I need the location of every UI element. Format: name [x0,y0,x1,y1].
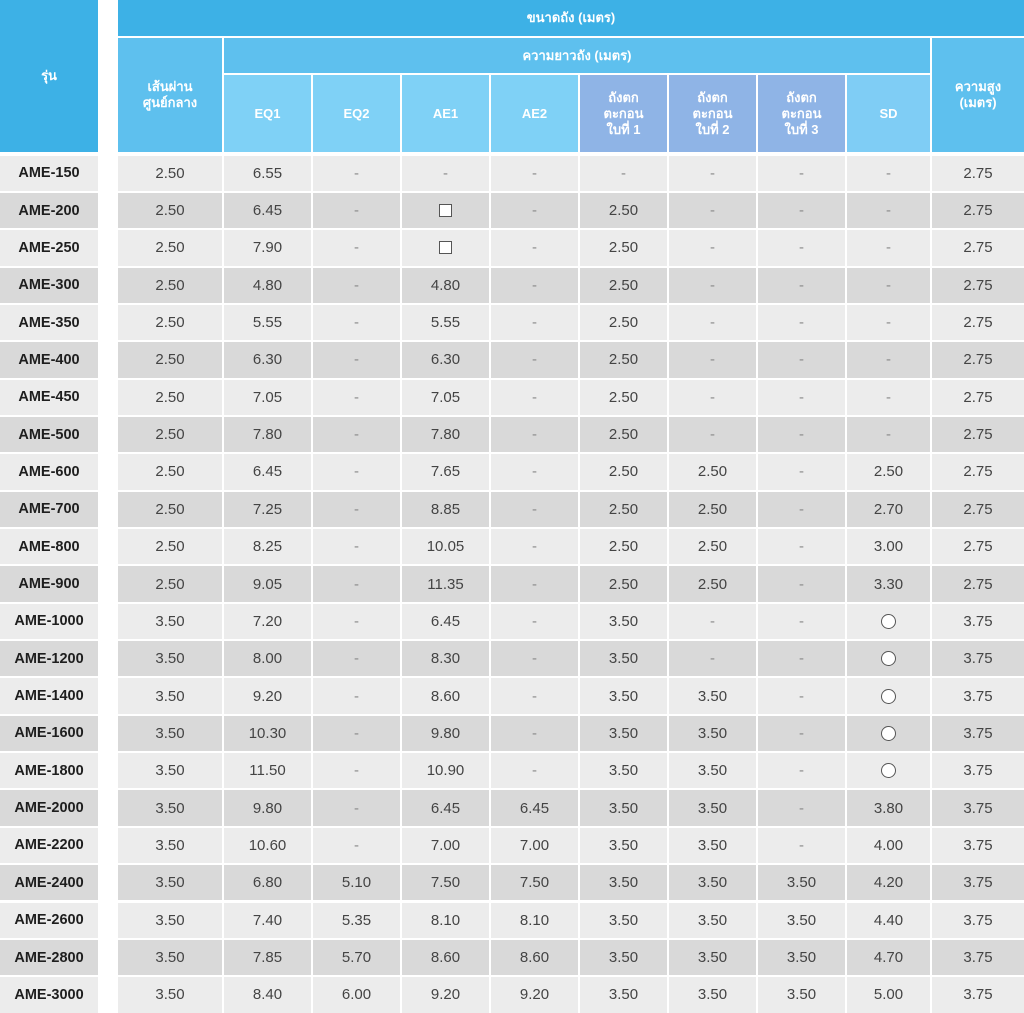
value-cell: - [491,156,578,191]
value-cell [847,753,930,788]
value-cell: - [491,566,578,601]
value-cell: 7.50 [491,865,578,900]
circle-symbol-icon [881,614,896,629]
value-cell: 2.50 [118,380,222,415]
value-cell: 3.50 [669,977,756,1012]
value-cell: - [669,641,756,676]
value-cell: 4.40 [847,903,930,938]
header-diameter: เส้นผ่านศูนย์กลาง [118,38,222,152]
header-ae2: AE2 [491,75,578,152]
value-cell: - [847,380,930,415]
square-symbol-icon [439,204,452,217]
value-cell: 3.50 [118,790,222,825]
value-cell: - [313,417,400,452]
value-cell: 7.05 [224,380,311,415]
model-cell: AME-1000 [0,604,98,639]
value-cell: - [313,678,400,713]
model-cell: AME-2200 [0,828,98,863]
value-cell [847,678,930,713]
model-cell: AME-1600 [0,716,98,751]
value-cell: - [669,417,756,452]
value-cell: - [758,753,845,788]
header-eq1: EQ1 [224,75,311,152]
value-cell: - [758,604,845,639]
value-cell: 3.50 [118,753,222,788]
model-cell: AME-900 [0,566,98,601]
value-cell: 8.40 [224,977,311,1012]
value-cell: 2.75 [932,156,1024,191]
value-cell: 3.50 [758,977,845,1012]
value-cell: 2.50 [669,454,756,489]
model-cell: AME-400 [0,342,98,377]
value-cell: - [758,156,845,191]
value-cell: 4.70 [847,940,930,975]
value-cell: - [313,230,400,265]
value-cell: - [758,828,845,863]
value-cell: 5.70 [313,940,400,975]
value-cell [847,604,930,639]
model-cell: AME-1200 [0,641,98,676]
header-ae1: AE1 [402,75,489,152]
value-cell: 2.50 [847,454,930,489]
value-cell: - [580,156,667,191]
model-cell: AME-250 [0,230,98,265]
value-cell: - [491,305,578,340]
model-cell: AME-2000 [0,790,98,825]
header-settling-3: ถังตกตะกอนใบที่ 3 [758,75,845,152]
value-cell: 2.75 [932,566,1024,601]
circle-symbol-icon [881,651,896,666]
value-cell: 6.45 [402,604,489,639]
value-cell: 4.00 [847,828,930,863]
value-cell: - [491,380,578,415]
model-cell: AME-700 [0,492,98,527]
value-cell: - [313,492,400,527]
value-cell: 3.75 [932,828,1024,863]
value-cell: - [491,753,578,788]
value-cell: 2.50 [580,529,667,564]
value-cell: 2.50 [580,268,667,303]
value-cell: 2.50 [118,156,222,191]
value-cell: 3.50 [580,678,667,713]
value-cell: 11.35 [402,566,489,601]
value-cell: - [313,753,400,788]
value-cell: 2.50 [118,305,222,340]
value-cell: - [491,641,578,676]
value-cell: - [313,529,400,564]
value-cell: 6.55 [224,156,311,191]
value-cell: 11.50 [224,753,311,788]
header-tank-length: ความยาวถัง (เมตร) [224,38,930,73]
value-cell: 7.50 [402,865,489,900]
value-cell: 3.50 [758,940,845,975]
header-height: ความสูง (เมตร) [932,38,1024,152]
value-cell: 7.20 [224,604,311,639]
value-cell: 3.00 [847,529,930,564]
value-cell: - [313,156,400,191]
square-symbol-icon [439,241,452,254]
model-cell: AME-600 [0,454,98,489]
value-cell: - [491,230,578,265]
value-cell: - [758,492,845,527]
value-cell: 3.50 [669,903,756,938]
header-model: รุ่น [0,0,98,152]
value-cell: - [313,641,400,676]
value-cell: 7.80 [224,417,311,452]
value-cell: 2.50 [118,417,222,452]
value-cell: - [491,604,578,639]
value-cell: - [313,305,400,340]
value-cell: 6.45 [224,193,311,228]
value-cell: - [847,230,930,265]
value-cell: 3.75 [932,790,1024,825]
value-cell: 3.50 [580,641,667,676]
value-cell: 3.50 [580,828,667,863]
value-cell: 9.80 [402,716,489,751]
value-cell: 2.50 [118,529,222,564]
value-cell: 3.50 [669,865,756,900]
value-cell: - [313,604,400,639]
header-tank-size: ขนาดถัง (เมตร) [118,0,1024,36]
value-cell: - [847,268,930,303]
value-cell: 3.50 [118,604,222,639]
value-cell: 6.45 [224,454,311,489]
value-cell: - [313,380,400,415]
value-cell: - [313,566,400,601]
value-cell: 7.85 [224,940,311,975]
value-cell: - [847,305,930,340]
value-cell: 3.50 [580,865,667,900]
value-cell [402,230,489,265]
value-cell: 8.60 [491,940,578,975]
value-cell: 3.50 [758,903,845,938]
value-cell: 10.90 [402,753,489,788]
value-cell: - [491,193,578,228]
value-cell: 7.65 [402,454,489,489]
value-cell: - [313,268,400,303]
value-cell: 2.50 [580,417,667,452]
value-cell: 8.60 [402,678,489,713]
value-cell: 3.50 [669,828,756,863]
value-cell: - [758,193,845,228]
value-cell: 3.50 [118,865,222,900]
header-settling-2: ถังตกตะกอนใบที่ 2 [669,75,756,152]
value-cell: - [491,716,578,751]
value-cell: - [758,230,845,265]
model-cell: AME-800 [0,529,98,564]
value-cell: 6.45 [402,790,489,825]
model-cell: AME-500 [0,417,98,452]
value-cell: 2.50 [118,342,222,377]
model-cell: AME-350 [0,305,98,340]
value-cell: 5.55 [402,305,489,340]
value-cell: 3.50 [669,716,756,751]
value-cell: 2.50 [580,566,667,601]
value-cell: 8.10 [491,903,578,938]
value-cell: 2.75 [932,417,1024,452]
value-cell: 3.75 [932,716,1024,751]
value-cell: 3.30 [847,566,930,601]
value-cell: 3.75 [932,604,1024,639]
value-cell [402,193,489,228]
model-cell: AME-450 [0,380,98,415]
value-cell: - [758,268,845,303]
value-cell: - [847,193,930,228]
value-cell: 8.25 [224,529,311,564]
value-cell: 6.30 [224,342,311,377]
value-cell: - [669,342,756,377]
value-cell: 9.80 [224,790,311,825]
value-cell: - [758,305,845,340]
value-cell: 3.50 [580,604,667,639]
value-cell: 3.50 [669,790,756,825]
value-cell: 3.50 [669,940,756,975]
value-cell: 2.75 [932,492,1024,527]
value-cell: 3.50 [118,977,222,1012]
value-cell: 3.50 [118,828,222,863]
value-cell: 7.05 [402,380,489,415]
header-eq2: EQ2 [313,75,400,152]
value-cell: - [669,604,756,639]
value-cell: 8.30 [402,641,489,676]
value-cell: 5.00 [847,977,930,1012]
value-cell: 3.50 [118,641,222,676]
value-cell: 3.50 [580,903,667,938]
value-cell: - [491,268,578,303]
value-cell: - [313,790,400,825]
value-cell: - [669,156,756,191]
value-cell: - [313,342,400,377]
model-cell: AME-1800 [0,753,98,788]
value-cell: 10.05 [402,529,489,564]
value-cell: 2.50 [580,342,667,377]
value-cell: 9.20 [402,977,489,1012]
value-cell: 3.50 [758,865,845,900]
value-cell: 2.75 [932,454,1024,489]
value-cell: 3.75 [932,753,1024,788]
value-cell: 6.30 [402,342,489,377]
value-cell: 3.75 [932,940,1024,975]
value-cell: - [847,417,930,452]
model-cell: AME-150 [0,156,98,191]
value-cell: - [491,529,578,564]
value-cell: - [758,529,845,564]
value-cell: 4.80 [224,268,311,303]
value-cell: 6.00 [313,977,400,1012]
circle-symbol-icon [881,689,896,704]
value-cell: - [758,790,845,825]
value-cell: - [669,230,756,265]
value-cell: 2.50 [118,268,222,303]
value-cell: 3.50 [118,940,222,975]
value-cell: 3.75 [932,865,1024,900]
value-cell: 2.50 [118,193,222,228]
value-cell: 3.50 [580,977,667,1012]
value-cell: 8.60 [402,940,489,975]
value-cell: 7.00 [491,828,578,863]
value-cell: 3.50 [580,716,667,751]
value-cell: 2.50 [580,230,667,265]
value-cell: 3.75 [932,903,1024,938]
value-cell [847,641,930,676]
value-cell: - [491,678,578,713]
value-cell: - [313,716,400,751]
value-cell: 2.75 [932,193,1024,228]
value-cell: - [491,342,578,377]
value-cell: 2.50 [580,305,667,340]
value-cell: 3.50 [580,940,667,975]
value-cell: 3.50 [118,716,222,751]
value-cell: 3.75 [932,977,1024,1012]
model-cell: AME-3000 [0,977,98,1012]
header-settling-1: ถังตกตะกอนใบที่ 1 [580,75,667,152]
value-cell: - [491,454,578,489]
value-cell: 2.75 [932,268,1024,303]
value-cell: - [758,454,845,489]
value-cell: 2.50 [118,230,222,265]
model-cell: AME-300 [0,268,98,303]
value-cell: 2.75 [932,342,1024,377]
value-cell: 9.05 [224,566,311,601]
value-cell: 2.50 [669,492,756,527]
value-cell: - [491,492,578,527]
value-cell: - [669,268,756,303]
value-cell: - [758,716,845,751]
model-cell: AME-2600 [0,903,98,938]
header-sd: SD [847,75,930,152]
value-cell: 5.35 [313,903,400,938]
value-cell: - [402,156,489,191]
value-cell: 10.60 [224,828,311,863]
value-cell: 3.80 [847,790,930,825]
value-cell: 10.30 [224,716,311,751]
value-cell: 2.50 [118,454,222,489]
value-cell: - [758,342,845,377]
value-cell: 2.50 [118,492,222,527]
value-cell: - [669,380,756,415]
value-cell: - [313,454,400,489]
value-cell: 3.50 [580,790,667,825]
value-cell: - [491,417,578,452]
model-cell: AME-1400 [0,678,98,713]
value-cell: - [758,678,845,713]
value-cell: 2.75 [932,305,1024,340]
model-cell: AME-200 [0,193,98,228]
value-cell: 7.25 [224,492,311,527]
value-cell: 5.10 [313,865,400,900]
value-cell: 2.50 [118,566,222,601]
circle-symbol-icon [881,726,896,741]
value-cell: 2.50 [669,529,756,564]
value-cell: - [847,156,930,191]
value-cell [847,716,930,751]
value-cell: - [847,342,930,377]
value-cell: 2.50 [669,566,756,601]
value-cell: 5.55 [224,305,311,340]
value-cell: 3.50 [118,678,222,713]
value-cell: 7.00 [402,828,489,863]
value-cell: - [758,641,845,676]
value-cell: 6.45 [491,790,578,825]
model-cell: AME-2800 [0,940,98,975]
value-cell: 2.50 [580,380,667,415]
value-cell: 9.20 [491,977,578,1012]
value-cell: 2.50 [580,193,667,228]
value-cell: 4.20 [847,865,930,900]
value-cell: 3.50 [669,753,756,788]
value-cell: 3.75 [932,678,1024,713]
value-cell: - [758,566,845,601]
value-cell: 2.70 [847,492,930,527]
value-cell: - [313,828,400,863]
value-cell: 3.50 [118,903,222,938]
value-cell: 9.20 [224,678,311,713]
value-cell: 2.50 [580,454,667,489]
value-cell: 4.80 [402,268,489,303]
value-cell: - [313,193,400,228]
value-cell: 3.50 [580,753,667,788]
value-cell: 8.85 [402,492,489,527]
value-cell: - [669,193,756,228]
value-cell: - [758,417,845,452]
value-cell: 6.80 [224,865,311,900]
value-cell: - [758,380,845,415]
value-cell: 7.40 [224,903,311,938]
value-cell: 2.75 [932,230,1024,265]
value-cell: 3.50 [669,678,756,713]
value-cell: 2.75 [932,529,1024,564]
value-cell: - [669,305,756,340]
value-cell: 8.10 [402,903,489,938]
value-cell: 2.75 [932,380,1024,415]
value-cell: 8.00 [224,641,311,676]
value-cell: 2.50 [580,492,667,527]
model-cell: AME-2400 [0,865,98,900]
value-cell: 3.75 [932,641,1024,676]
circle-symbol-icon [881,763,896,778]
value-cell: 7.80 [402,417,489,452]
value-cell: 7.90 [224,230,311,265]
